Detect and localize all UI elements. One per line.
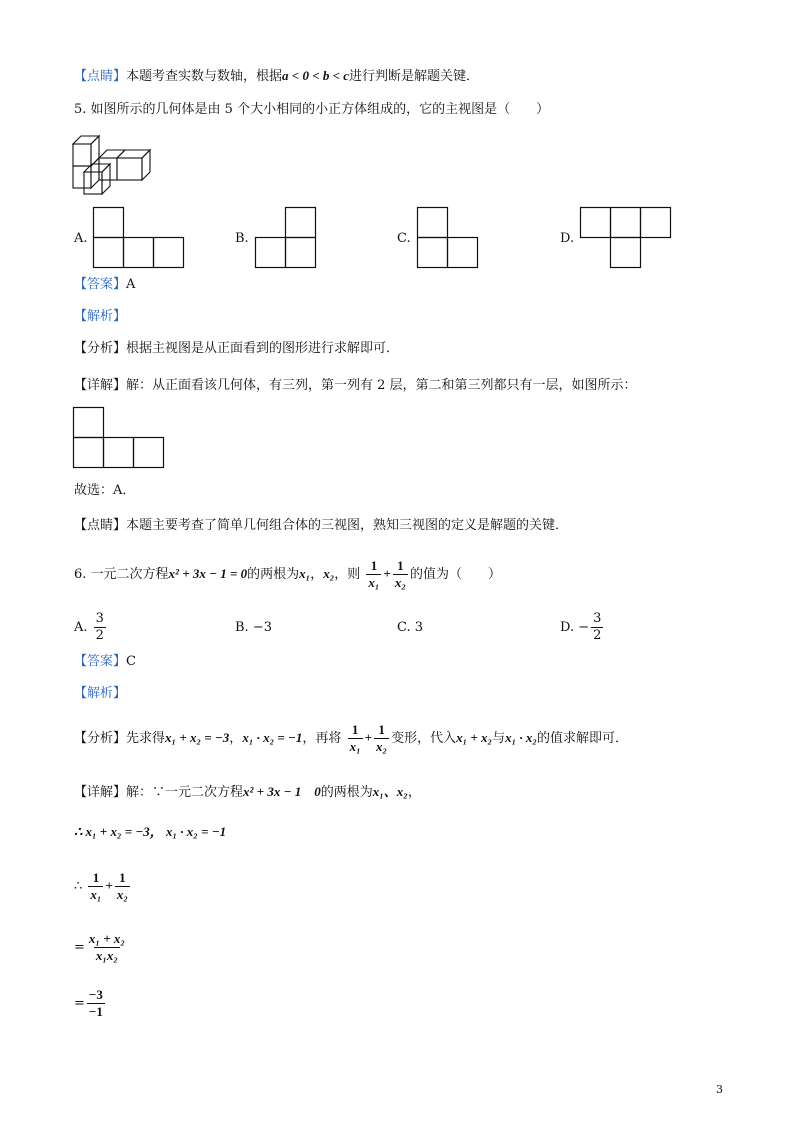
q6-answer-tag: 【答案】 [74, 654, 127, 669]
prod-short: x₁ · x₂ [505, 730, 537, 745]
p1-text1: 本题考查实数与数轴，根据 [126, 69, 283, 84]
sum-short: x₁ + x₂ [456, 730, 493, 745]
option-a-label: A. [74, 231, 88, 246]
q6-option-d-label: D. [560, 620, 575, 635]
p1-line [74, 66, 479, 87]
numeric-fraction: $\frac{-3}{-1}$ [88, 987, 103, 1019]
q6-option-c [397, 618, 423, 638]
q6-fenxi-tag: 【分析】 [74, 731, 127, 746]
option-d-figure [580, 207, 672, 269]
q6-option-c-value: 3 [414, 620, 424, 635]
root-x2: x₂ [323, 566, 335, 581]
option-b-label: B. [235, 231, 249, 246]
q6-option-d [560, 608, 605, 648]
q6-fenxi2: ，再将 [302, 731, 342, 746]
q5-answer [74, 275, 135, 295]
q6-and: 与 [492, 731, 506, 746]
q5-xiangjie [74, 376, 637, 396]
q6-option-d-sign: − [578, 620, 590, 635]
solid-figure [70, 130, 160, 195]
step-vieta: ∴ x₁ + x₂ = −3， x₁ · x₂ = −1 [74, 824, 227, 839]
q6-option-d-value: $\frac{3}{2}$ [593, 611, 602, 643]
option-a-figure [93, 207, 185, 269]
q6-stem4: 的值为（ ） [409, 567, 501, 582]
q6-option-b-label: B. [235, 620, 249, 635]
q6-xiangjie [74, 782, 421, 803]
equation-restated: x² + 3x − 1 0 [243, 784, 321, 799]
q6-stem2: 的两根为 [247, 567, 300, 582]
root-x1: x₁ [299, 566, 311, 581]
q6-stem3: ，则 [334, 567, 361, 582]
answer-tag: 【答案】 [74, 277, 127, 292]
q5-dianjing [74, 516, 568, 536]
answer-value: A [126, 277, 136, 292]
q6-option-c-label: C. [397, 620, 411, 635]
sum-of-roots: x₁ + x₂ = −3 [165, 730, 230, 745]
q5-choose: 故选：A． [74, 483, 136, 498]
fenxi-frac-1: $\frac{1}{\text{x₁}}$ [349, 722, 361, 754]
product-of-roots: x₁ · x₂ = −1 [242, 730, 303, 745]
q5-stem: 5. 如图所示的几何体是由 5 个大小相同的小正方体组成的，它的主视图是（ ） [74, 102, 550, 117]
frac-1-over-x2: $\frac{1}{\text{x₂}}$ [394, 558, 406, 590]
q6-xiangjie3: ， [407, 785, 421, 800]
q6-option-b [235, 618, 272, 638]
step2-frac-1: $\frac{1}{\text{x₁}}$ [90, 870, 102, 902]
q6-xiangjie-tag: 【详解】 [74, 785, 127, 800]
frac-1-over-x1: $\frac{1}{\text{x₁}}$ [368, 558, 380, 590]
step-combined-fraction [74, 928, 129, 968]
q6-answer-value: C [126, 654, 136, 669]
dianjing-text: 本题主要考查了简单几何组合体的三视图，熟知三视图的定义是解题的关键． [126, 518, 569, 533]
inequality: a < 0 < b < c [282, 68, 350, 83]
dianjing-tag: 【点睛】 [74, 69, 127, 84]
q6-option-a-value: $\frac{3}{2}$ [95, 611, 104, 643]
front-view-figure [73, 407, 165, 469]
fenxi-text: 根据主视图是从正面看到的图形进行求解即可． [126, 341, 400, 356]
option-c-figure [417, 207, 479, 269]
q6-xiangjie1: 解：∵一元二次方程 [126, 785, 244, 800]
q6-fenxi: 【分析】先求得x₁ + x₂ = −3，x₁ · x₂ = −1，再将 $\frac{1}{\text{x₁}}$ + $\frac{1}{\text{x₂}}$ 变形，代入x₁ + x₂与x₁ · x₂的值求解即可． [74, 722, 628, 754]
q6-option-a [74, 608, 108, 648]
xiangjie-tag: 【详解】 [74, 378, 127, 393]
q6-stem: 6. 一元二次方程x² + 3x − 1 = 0的两根为x₁，x₂，则 $\frac{1}{\text{x₁}}$ + $\frac{1}{\text{x₂}}$ 的值为（ ） [74, 558, 501, 590]
q5-analysis-tag: 【解析】 [74, 309, 127, 324]
q6-fenxi-comma: ， [229, 731, 243, 746]
roots: x₁、x₂ [372, 784, 408, 799]
q6-stem1: 6. 一元二次方程 [74, 567, 169, 582]
option-b-figure [255, 207, 317, 269]
fenxi-frac-2: $\frac{1}{\text{x₂}}$ [376, 722, 388, 754]
page-number: 3 [716, 1083, 723, 1096]
q6-fenxi1: 先求得 [126, 731, 166, 746]
q5-fenxi [74, 339, 399, 359]
option-d-label: D. [560, 231, 575, 246]
xiangjie-text: 解：从正面看该几何体，有三列，第一列有 2 层，第二和第三列都只有一层，如图所示： [126, 378, 637, 393]
q6-comma: ， [310, 567, 324, 582]
therefore-sign: ∴ [74, 879, 83, 894]
q6-answer [74, 652, 136, 672]
quadratic-equation: x² + 3x − 1 = 0 [168, 566, 248, 581]
q6-analysis-tag: 【解析】 [74, 686, 127, 701]
q6-option-b-value: −3 [252, 620, 272, 635]
q6-option-a-label: A. [74, 620, 88, 635]
step-numeric-fraction [74, 984, 107, 1024]
q6-fenxi4: 的值求解即可． [536, 731, 628, 746]
q6-fenxi3: 变形，代入 [391, 731, 457, 746]
fenxi-tag: 【分析】 [74, 341, 127, 356]
step-sum-of-reciprocals: ∴ $\frac{1}{\text{x₁}}$ + $\frac{1}{\text{x₂}}$ [74, 870, 128, 902]
combined-fraction: $\frac{\text{x₁ + x₂}}{\text{x₁x₂}}$ [88, 931, 125, 963]
equals-sign-2: = [74, 996, 85, 1011]
dianjing-tag-2: 【点睛】 [74, 518, 127, 533]
p1-text2: 进行判断是解题关键． [349, 69, 480, 84]
equals-sign-1: = [74, 940, 85, 955]
q6-xiangjie2: 的两根为 [320, 785, 373, 800]
option-c-label: C. [397, 231, 411, 246]
step2-frac-2: $\frac{1}{\text{x₂}}$ [116, 870, 128, 902]
